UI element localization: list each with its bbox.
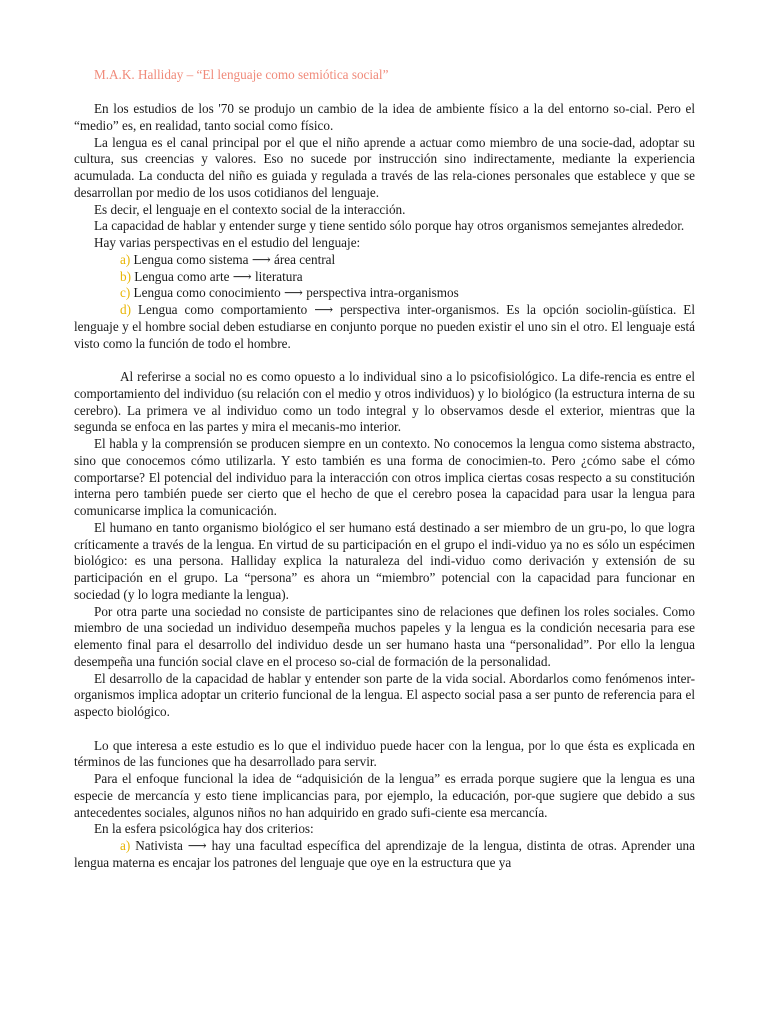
list-marker: c)	[120, 285, 131, 301]
paragraph: La lengua es el canal principal por el que el niño aprende a actuar como miembro de una socie-dad, adoptar su cultura, sus creencias y valores. Eso no sucede por instrucción sino indirectamente, mediante la experiencia acumulada. La conducta del niño es guiada y regulada a través de las rela-ciones personales que establece y que se desarrollan por medio de los usos cotidianos del lenguaje.	[74, 134, 695, 200]
paragraph: El habla y la comprensión se producen siempre en un contexto. No conocemos la lengua como sistema abstracto, sino que conocemos cómo utilizarla. Y esto también es una forma de conocimien-to. Pero ¿cómo sabe el cómo comportarse? El potencial del individuo para la interacción con otros implica ciertas cosas respecto a su constitución interna pero también puede ser cierto que el hecho de que el cerebro posea la capacidad para usar la lengua para comunicarse implica la comunicación.	[74, 436, 695, 518]
list-marker: b)	[120, 268, 131, 284]
document-page	[74, 62, 695, 872]
list-item-text: Lengua como arte ⟶ literatura	[134, 268, 303, 284]
paragraph: En los estudios de los '70 se produjo un cambio de la idea de ambiente físico a la del entorno so-cial. Pero el “medio” es, en realidad, tanto social como físico.	[74, 101, 695, 133]
paragraph: El humano en tanto organismo biológico el ser humano está destinado a ser miembro de un gru-po, lo que logra críticamente a través de la lengua. En virtud de su participación en el grupo el indi-viduo ya no es sólo un espécimen biológico: es una persona. Halliday explica la naturaleza del indi-viduo como derivación y extensión de su participación en el grupo. La “persona” es ahora un “miembro” potencial con la capacidad para funcionar en sociedad (y lo logra mediante la lengua).	[74, 519, 695, 602]
paragraph: Hay varias perspectivas en el estudio del lenguaje:	[94, 235, 361, 250]
paragraph: En la esfera psicológica hay dos criterios:	[94, 821, 314, 837]
list-item-text: Lengua como conocimiento ⟶ perspectiva intra-organismos	[133, 285, 459, 301]
list-item-text: Lengua como sistema ⟶ área central	[133, 251, 336, 267]
paragraph: Al referirse a social no es como opuesto a lo individual sino a lo psicofisiológico. La dife-rencia es entre el comportamiento del individuo (su relación con el medio y otros individuos) y lo biológico (la estructura interna de su cerebro). La primera ve al individuo como un todo integral y lo observamos desde el exterior, mientras que la segunda se enfoca en las partes y mira el mecanis-mo interior.	[74, 369, 695, 435]
list-marker: d)	[120, 302, 131, 317]
list-item-text: Lengua como comportamiento ⟶ perspectiva inter-organismos. Es la opción sociolin-güística. El lenguaje y el hombre social deben estudiarse en conjunto porque no pueden existir el uno sin el otro. El lenguaje está visto como la función de todo el hombre.	[74, 302, 695, 351]
paragraph: Lo que interesa a este estudio es lo que el individuo puede hacer con la lengua, por lo que ésta es explicada en términos de las funciones que ha desarrollado para servir.	[74, 737, 695, 770]
paragraph: Es decir, el lenguaje en el contexto social de la interacción.	[94, 201, 406, 217]
list-item	[74, 269, 695, 286]
list-item	[74, 285, 695, 302]
document-title: M.A.K. Halliday – “El lenguaje como semiótica social”	[94, 67, 389, 82]
spacer	[74, 84, 695, 101]
spacer	[74, 721, 695, 738]
list-item	[74, 252, 695, 269]
spacer	[74, 352, 695, 369]
list-item	[74, 838, 695, 872]
paragraph: Para el enfoque funcional la idea de “adquisición de la lengua” es errada porque sugiere que la lengua es una especie de mercancía y esto tiene implicancias para, por ejemplo, la educación, por-que sugiere que debido a sus antecedentes sociales, algunos niños no han adquirido en grado sufi-ciente esa mercancía.	[74, 771, 695, 820]
list-item-text: Nativista ⟶ hay una facultad específica del aprendizaje de la lengua, distinta de otras. Aprender una lengua materna es encajar los patrones del lenguaje que oye en la estructura que ya	[74, 838, 695, 870]
paragraph: La capacidad de hablar y entender surge y tiene sentido sólo porque hay otros organismos semejantes alrededor.	[94, 218, 685, 234]
list-marker: a)	[120, 251, 131, 267]
paragraph: El desarrollo de la capacidad de hablar y entender son parte de la vida social. Abordarlos como fenómenos inter-organismos implica adoptar un criterio funcional de la lengua. El aspecto social pasa a ser punto de referencia para el aspecto biológico.	[74, 670, 695, 719]
paragraph: Por otra parte una sociedad no consiste de participantes sino de relaciones que definen los roles sociales. Como miembro de una sociedad un individuo desempeña muchos papeles y la lengua es la condición necesaria para ese elemento final para el desarrollo del individuo desde un ser humano hasta una “personalidad”. Por ello la lengua desempeña una función social clave en el proceso so-cial de formación de la personalidad.	[74, 603, 695, 669]
list-item	[74, 302, 695, 352]
list-marker: a)	[120, 838, 131, 853]
